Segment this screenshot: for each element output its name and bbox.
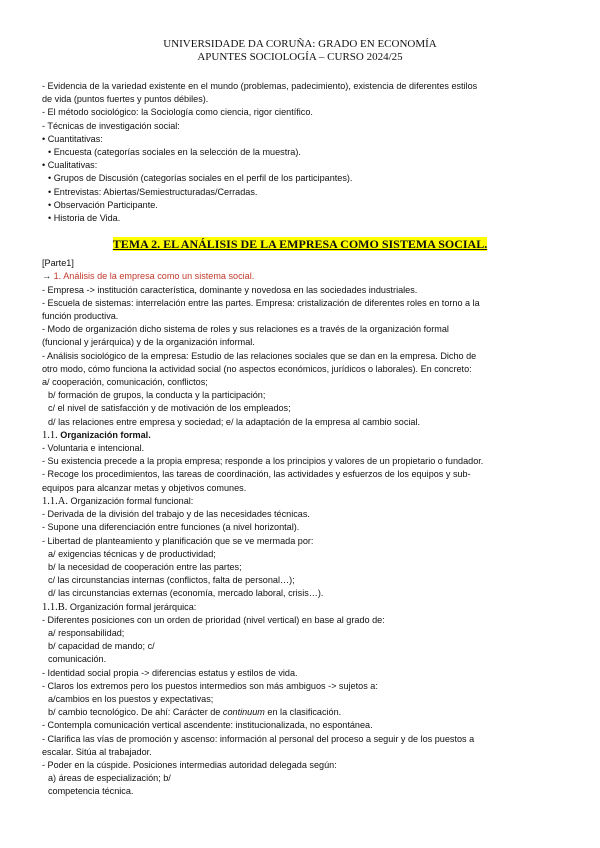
header-course: APUNTES SOCIOLOGÍA – CURSO 2024/25 (197, 51, 403, 63)
text-line: c/ el nivel de satisfacción y de motivación de los empleados; (48, 403, 291, 414)
text-line: comunicación. (48, 654, 107, 665)
header-university: UNIVERSIDADE DA CORUÑA: GRADO EN ECONOMÍA (163, 38, 437, 50)
text-line: a) áreas de especialización; b/ (48, 773, 171, 784)
text-line: - Escuela de sistemas: interrelación entre las partes. Empresa: cristalización de diferentes roles en torno a la (42, 297, 480, 308)
text-line: c/ las circunstancias internas (conflictos, falta de personal…); (48, 575, 295, 586)
bullet-item: • Entrevistas: Abiertas/Semiestructuradas/Cerradas. (48, 186, 258, 197)
text-line: a/ cooperación, comunicación, conflictos; (42, 377, 208, 388)
text-line: escalar. Sitúa al trabajador. (42, 746, 152, 757)
intro-section (42, 80, 558, 225)
text-line: - Claros los extremos pero los puestos intermedios son más ambiguos -> sujetos a: (42, 680, 378, 691)
text-line: b/ formación de grupos, la conducta y la participación; (48, 390, 266, 401)
text-line: de vida (puntos fuertes y puntos débiles). (42, 94, 209, 105)
text-line: - Su existencia precede a la propia empresa; responde a los principios y valores de un propietario o fundador. (42, 456, 484, 467)
subsection-heading-1-1 (42, 429, 558, 442)
text-line: otro modo, cómo funciona la actividad social (no aspectos económicos, jurídicos o laborales). En concreto: (42, 363, 472, 374)
text-line: - Análisis sociológico de la empresa: Estudio de las relaciones sociales que se dan en la empresa. Dicho de (42, 350, 477, 361)
text-line: d/ las circunstancias externas (economía, mercado laboral, crisis…). (48, 588, 324, 599)
text-line: a/ exigencias técnicas y de productividad; (48, 548, 216, 559)
subsection-number: 1.1.A. (42, 495, 68, 507)
text-line: - Contempla comunicación vertical ascendente: institucionalizada, no espontánea. (42, 720, 373, 731)
subsection-heading-1-1-b (42, 601, 558, 614)
text-line: - Supone una diferenciación entre funciones (a nivel horizontal). (42, 522, 300, 533)
arrow-icon: → (42, 271, 52, 282)
text-line: - Libertad de planteamiento y planificación que se ve mermada por: (42, 535, 314, 546)
text-line: - Recoge los procedimientos, las tareas de coordinación, las actividades y esfuerzos de los equipos y sub- (42, 469, 471, 480)
page-header (42, 38, 558, 64)
section-heading-1 (42, 270, 558, 283)
text-line: - Identidad social propia -> diferencias estatus y estilos de vida. (42, 667, 298, 678)
text-line: - El método sociológico: la Sociología como ciencia, rigor científico. (42, 107, 313, 118)
text-line: - Diferentes posiciones con un orden de prioridad (nivel vertical) en base al grado de: (42, 614, 385, 625)
text-line: competencia técnica. (48, 786, 134, 797)
text-line: - Clarifica las vías de promoción y ascenso: información al personal del proceso a seguir y de los puestos a (42, 733, 475, 744)
chapter-title: TEMA 2. EL ANÁLISIS DE LA EMPRESA COMO SISTEMA SOCIAL. (112, 237, 488, 252)
subsection-number: 1.1. (42, 429, 58, 441)
text-line: d/ las relaciones entre empresa y sociedad; e/ la adaptación de la empresa al cambio social. (48, 416, 421, 427)
text-line: equipos para alcanzar metas y objetivos comunes. (42, 482, 247, 493)
bullet-item: • Observación Participante. (48, 199, 158, 210)
text-line: - Derivada de la división del trabajo y de las necesidades técnicas. (42, 509, 310, 520)
text-line: - Modo de organización dicho sistema de roles y sus relaciones es a través de la organización formal (42, 324, 449, 335)
text-line: - Voluntaria e intencional. (42, 443, 145, 454)
part-label: [Parte1] (42, 258, 74, 269)
bullet-item: • Encuesta (categorías sociales en la selección de la muestra). (48, 147, 301, 158)
text-line: a/cambios en los puestos y expectativas; (48, 693, 214, 704)
text-line: función productiva. (42, 311, 119, 322)
text-line: - Evidencia de la variedad existente en el mundo (problemas, padecimiento), existencia de diferentes estilos (42, 81, 478, 91)
text-line: - Poder en la cúspide. Posiciones intermedias autoridad delegada según: (42, 759, 337, 770)
text-line: - Empresa -> institución característica, dominante y novedosa en las sociedades industriales. (42, 284, 418, 295)
subsection-number: 1.1.B. (42, 601, 68, 613)
bullet-item: • Historia de Vida. (48, 213, 121, 224)
text-line: - Técnicas de investigación social: (42, 120, 180, 131)
text-line: (funcional y jerárquica) y de la organización informal. (42, 337, 255, 348)
subsection-heading-1-1-a (42, 495, 558, 508)
bullet-item: • Cualitativas: (42, 160, 98, 171)
subsection-title: Organización formal jerárquica: (69, 601, 197, 612)
bullet-item: • Grupos de Discusión (categorías sociales en el perfil de los participantes). (48, 173, 353, 184)
text-line: b/ la necesidad de cooperación entre las partes; (48, 561, 242, 572)
section-title: 1. Análisis de la empresa como un sistema social. (53, 271, 255, 282)
text-line: a/ responsabilidad; (48, 627, 125, 638)
subsection-title: Organización formal funcional: (70, 495, 194, 506)
subsection-title: Organización formal. (60, 429, 151, 440)
bullet-item: • Cuantitativas: (42, 133, 103, 144)
text-line: b/ cambio tecnológico. De ahí: Carácter de continuum en la clasificación. (48, 707, 342, 718)
text-line: b/ capacidad de mando; c/ (48, 641, 155, 652)
